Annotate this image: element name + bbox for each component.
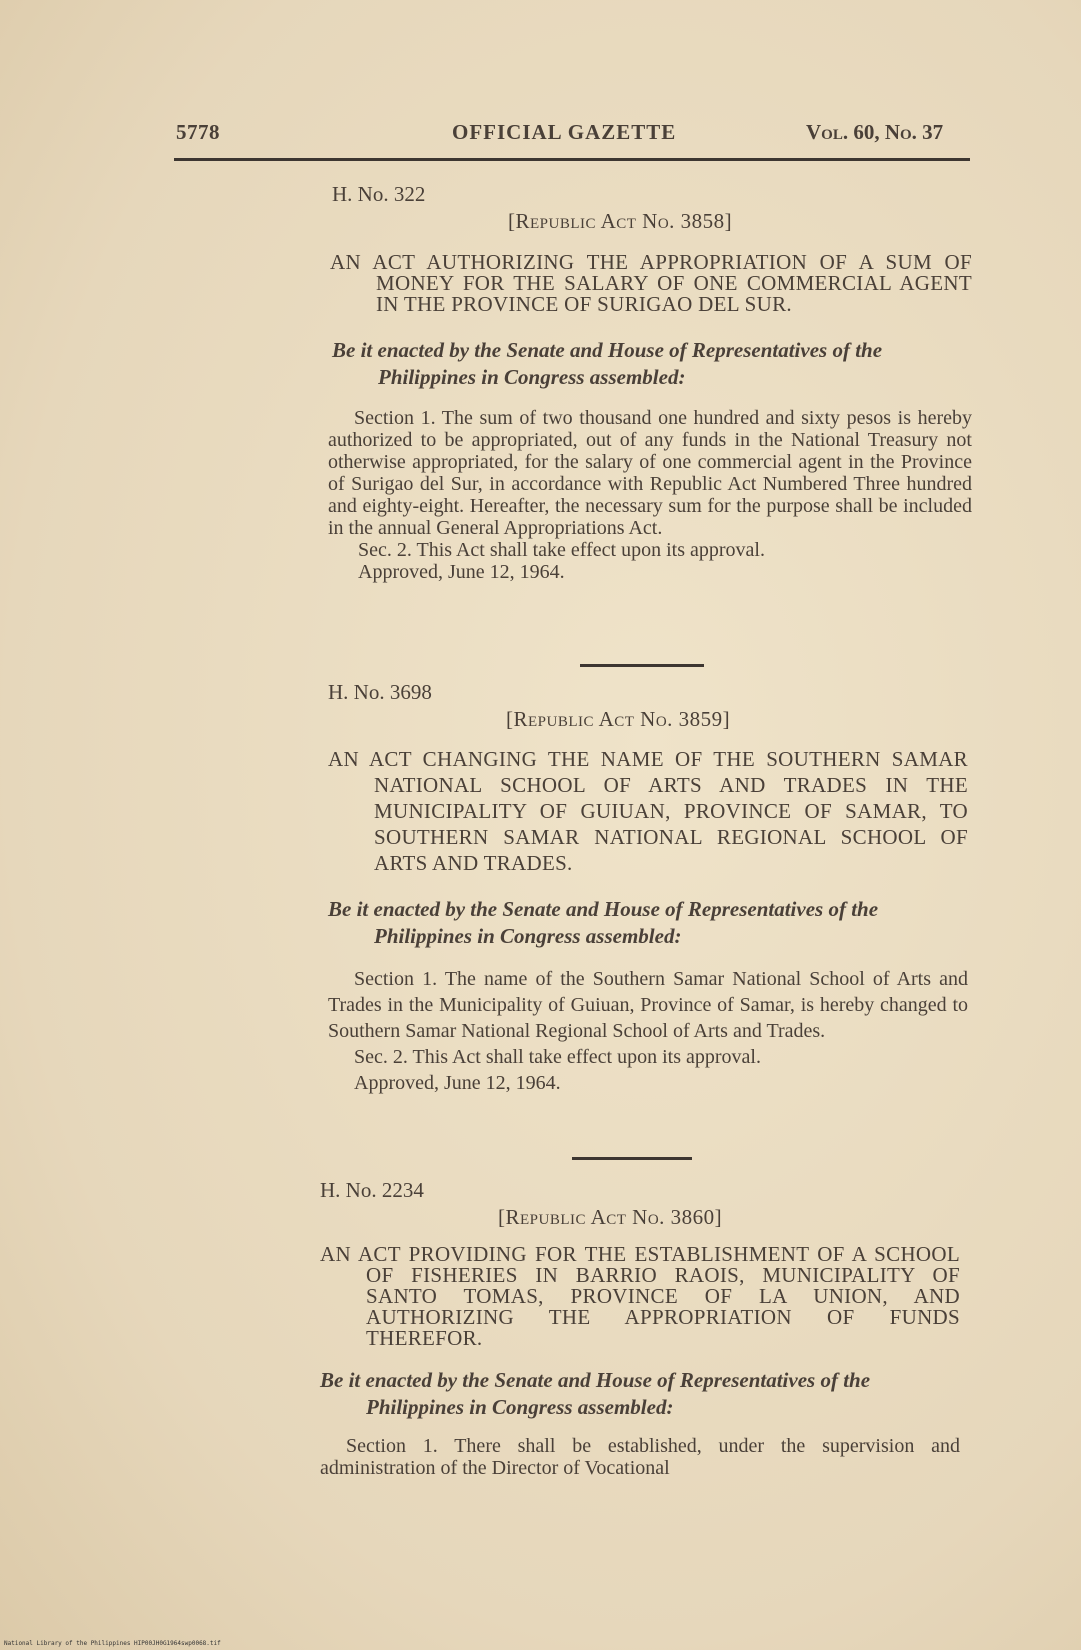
house-bill-number: H. No. 322 xyxy=(332,182,426,206)
header-rule xyxy=(174,158,970,161)
page-number: 5778 xyxy=(176,120,220,144)
house-bill-number: H. No. 2234 xyxy=(320,1178,424,1202)
enacting-clause: Be it enacted by the Senate and House of Representatives of the Philippines in Congress assembled: xyxy=(332,338,883,389)
house-bill-number: H. No. 3698 xyxy=(328,680,432,704)
act-title: AN ACT AUTHORIZING THE APPROPRIATION OF A SUM OF MONEY FOR THE SALARY OF ONE COMMERCIAL AGENT IN THE PROVINCE OF SURIGAO DEL SUR. xyxy=(330,250,972,316)
act-divider xyxy=(572,1157,692,1160)
section-1: Section 1. There shall be established, under the supervision and administration of the Director of Vocational xyxy=(320,1435,960,1479)
act-ra-3858 xyxy=(328,182,972,583)
act-title: AN ACT CHANGING THE NAME OF THE SOUTHERN SAMAR NATIONAL SCHOOL OF ARTS AND TRADES IN THE MUNICIPALITY OF GUIUAN, PROVINCE OF SAMAR, TO SOUTHERN SAMAR NATIONAL REGIONAL SCHOOL OF ARTS AND TRADES. xyxy=(328,747,968,875)
enacting-clause: Be it enacted by the Senate and House of Representatives of the Philippines in Congress assembled: xyxy=(320,1368,871,1419)
enacting-clause: Be it enacted by the Senate and House of Representatives of the Philippines in Congress assembled: xyxy=(328,897,879,948)
section-1: Section 1. The name of the Southern Samar National School of Arts and Trades in the Municipality of Guiuan, Province of Samar, is hereby changed to Southern Samar National Regional School of Arts and Trades. xyxy=(328,968,968,1042)
volume-number: Vol. 60, No. 37 xyxy=(806,120,944,144)
section-2: Sec. 2. This Act shall take effect upon its approval. xyxy=(358,539,765,561)
section-2: Sec. 2. This Act shall take effect upon its approval. xyxy=(354,1046,761,1068)
act-ra-3859 xyxy=(328,680,968,1096)
approval-date: Approved, June 12, 1964. xyxy=(354,1072,561,1094)
act-divider xyxy=(580,664,704,667)
scan-footer: National Library of the Philippines HIP00JH0G1964swp0068.tif xyxy=(4,1640,221,1647)
republic-act-number: [Republic Act No. 3860] xyxy=(498,1205,723,1229)
act-ra-3860 xyxy=(320,1178,960,1479)
republic-act-number: [Republic Act No. 3858] xyxy=(508,209,733,233)
approval-date: Approved, June 12, 1964. xyxy=(358,561,565,583)
act-title: AN ACT PROVIDING FOR THE ESTABLISHMENT OF A SCHOOL OF FISHERIES IN BARRIO RAOIS, MUNICIPALITY OF SANTO TOMAS, PROVINCE OF LA UNION, AND AUTHORIZING THE APPROPRIATION OF FUNDS THEREFOR. xyxy=(320,1242,960,1350)
section-1: Section 1. The sum of two thousand one hundred and sixty pesos is hereby authorized to be appropriated, out of any funds in the National Treasury not otherwise appropriated, for the salary of one commercial agent in the Province of Surigao del Sur, in accordance with Republic Act Numbered Three hundred and eighty-eight. Hereafter, the necessary sum for the purpose shall be included in the annual General Appropriations Act. xyxy=(328,407,972,539)
publication-title: OFFICIAL GAZETTE xyxy=(452,120,677,144)
republic-act-number: [Republic Act No. 3859] xyxy=(506,707,731,731)
